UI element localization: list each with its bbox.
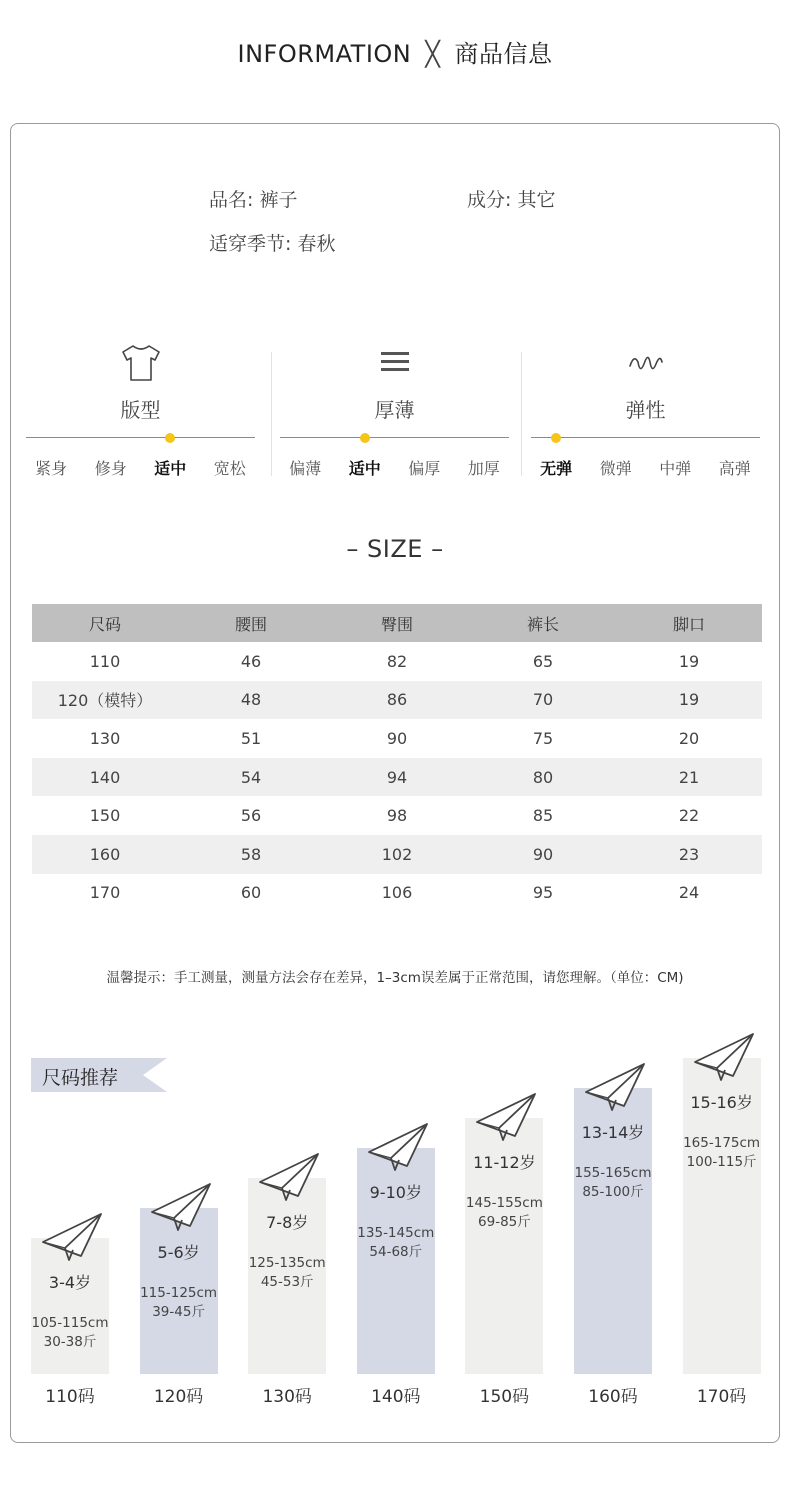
height-range: 145-155cm xyxy=(465,1195,543,1211)
table-cell: 80 xyxy=(470,758,616,797)
table-cell: 82 xyxy=(386,651,408,671)
height-range: 135-145cm xyxy=(357,1225,435,1241)
weight-range: 45-53斤 xyxy=(260,1274,314,1290)
col-length: 裤长 xyxy=(470,604,616,642)
table-row xyxy=(32,719,762,758)
table-cell: 140 xyxy=(32,758,178,797)
layers-icon xyxy=(373,342,417,384)
attr-option: 紧身 xyxy=(35,459,68,478)
attr-option: 适中 xyxy=(348,459,381,478)
page-header xyxy=(0,34,790,69)
attr-title: 弹性 xyxy=(625,398,666,422)
table-cell: 130 xyxy=(89,728,121,748)
age-label: 5-6岁 xyxy=(157,1243,200,1262)
table-row xyxy=(32,835,762,874)
table-row xyxy=(32,874,762,913)
product-season: 适穿季节: 春秋 xyxy=(209,233,336,255)
weight-range: 30-38斤 xyxy=(43,1334,97,1350)
paper-plane-icon xyxy=(367,1122,429,1172)
paper-plane-icon xyxy=(475,1092,537,1142)
attr-title: 版型 xyxy=(120,398,161,422)
table-row xyxy=(32,796,762,835)
table-cell: 106 xyxy=(381,883,413,903)
table-cell: 95 xyxy=(532,883,554,903)
table-row xyxy=(32,642,762,681)
height-range: 115-125cm xyxy=(140,1285,218,1301)
attr-option: 适中 xyxy=(154,459,187,478)
table-cell: 90 xyxy=(386,728,408,748)
table-header-row xyxy=(32,604,762,642)
attr-option: 中弹 xyxy=(659,459,692,478)
header-english: INFORMATION xyxy=(237,40,412,68)
age-label: 9-10岁 xyxy=(369,1183,422,1202)
weight-range: 69-85斤 xyxy=(478,1214,531,1230)
table-cell: 110 xyxy=(89,651,121,671)
table-cell: 20 xyxy=(678,728,700,748)
size-code-label: 130码 xyxy=(262,1387,312,1407)
paper-plane-icon xyxy=(150,1182,212,1232)
attr-title: 厚薄 xyxy=(374,398,415,422)
attr-elasticity xyxy=(531,342,760,482)
table-cell: 19 xyxy=(678,651,700,671)
age-label: 3-4岁 xyxy=(48,1273,92,1292)
table-cell: 90 xyxy=(470,835,616,874)
size-code-label: 160码 xyxy=(588,1387,638,1407)
attr-option: 修身 xyxy=(94,459,127,478)
attr-selected-dot xyxy=(360,433,370,443)
table-cell: 58 xyxy=(178,835,324,874)
weight-range: 85-100斤 xyxy=(582,1184,644,1200)
measurement-tip: 温馨提示：手工测量，测量方法会存在差异，1–3cm误差属于正常范围，请您理解。（单位：CM) xyxy=(106,970,684,986)
col-hem: 脚口 xyxy=(616,604,762,642)
size-bar xyxy=(683,1058,761,1374)
attr-selected-dot xyxy=(165,433,175,443)
size-code-label: 170码 xyxy=(696,1387,747,1407)
attr-option: 微弹 xyxy=(599,459,632,478)
size-title: – SIZE – xyxy=(346,535,444,563)
spring-icon xyxy=(624,342,668,384)
table-cell: 65 xyxy=(532,651,554,671)
age-label: 11-12岁 xyxy=(473,1153,536,1172)
paper-plane-icon xyxy=(693,1032,755,1082)
table-cell: 86 xyxy=(324,681,470,720)
table-cell: 70 xyxy=(470,681,616,720)
size-bar xyxy=(357,1148,435,1374)
attr-thickness xyxy=(280,342,509,482)
table-cell: 21 xyxy=(616,758,762,797)
paper-plane-icon xyxy=(584,1062,646,1112)
weight-range: 100-115斤 xyxy=(686,1154,757,1170)
col-waist: 腰围 xyxy=(178,604,324,642)
table-cell: 75 xyxy=(532,728,554,748)
size-bar xyxy=(574,1088,652,1374)
table-cell: 51 xyxy=(240,728,262,748)
weight-range: 39-45斤 xyxy=(152,1304,205,1320)
col-size: 尺码 xyxy=(32,604,178,642)
table-cell: 120（模特） xyxy=(32,681,178,720)
table-cell: 85 xyxy=(532,806,554,826)
table-row xyxy=(32,758,762,797)
tshirt-icon xyxy=(119,342,163,384)
size-code-label: 110码 xyxy=(45,1387,95,1407)
height-range: 165-175cm xyxy=(683,1135,761,1151)
table-row xyxy=(32,681,762,720)
table-cell: 54 xyxy=(178,758,324,797)
table-cell: 23 xyxy=(616,835,762,874)
table-cell: 150 xyxy=(89,806,121,826)
recommend-tag xyxy=(31,1058,167,1092)
size-bar xyxy=(140,1208,218,1374)
age-label: 15-16岁 xyxy=(690,1093,753,1112)
table-cell: 170 xyxy=(89,883,121,903)
attr-option: 无弹 xyxy=(540,459,573,478)
table-cell: 160 xyxy=(32,835,178,874)
product-material: 成分: 其它 xyxy=(467,189,556,211)
table-cell: 46 xyxy=(240,651,262,671)
attr-option: 加厚 xyxy=(467,459,500,478)
table-cell: 22 xyxy=(678,806,700,826)
product-name: 品名: 裤子 xyxy=(209,189,298,211)
attr-selected-dot xyxy=(551,433,561,443)
size-code-label: 140码 xyxy=(371,1387,421,1407)
cross-icon: ╳ xyxy=(425,40,441,68)
table-cell: 60 xyxy=(240,883,262,903)
recommend-title: 尺码推荐 xyxy=(42,1067,119,1089)
table-cell: 24 xyxy=(678,883,700,903)
col-hip: 臀围 xyxy=(324,604,470,642)
table-cell: 56 xyxy=(240,806,262,826)
attr-option: 高弹 xyxy=(718,459,751,478)
height-range: 125-135cm xyxy=(248,1255,326,1271)
paper-plane-icon xyxy=(258,1152,320,1202)
header-chinese: 商品信息 xyxy=(454,40,553,68)
table-cell: 94 xyxy=(324,758,470,797)
attr-option: 宽松 xyxy=(213,459,246,478)
size-table xyxy=(32,604,762,912)
paper-plane-icon xyxy=(41,1212,103,1262)
table-cell: 19 xyxy=(616,681,762,720)
age-label: 7-8岁 xyxy=(266,1213,309,1232)
attr-fit xyxy=(26,342,255,482)
height-range: 155-165cm xyxy=(574,1165,652,1181)
table-cell: 98 xyxy=(386,806,408,826)
table-cell: 48 xyxy=(178,681,324,720)
attr-option: 偏厚 xyxy=(408,459,441,478)
attr-option: 偏薄 xyxy=(289,459,322,478)
table-cell: 102 xyxy=(324,835,470,874)
height-range: 105-115cm xyxy=(31,1315,109,1331)
size-code-label: 120码 xyxy=(153,1387,204,1407)
age-label: 13-14岁 xyxy=(581,1123,645,1142)
size-bar xyxy=(248,1178,326,1374)
size-bar xyxy=(465,1118,543,1374)
size-code-label: 150码 xyxy=(479,1387,530,1407)
weight-range: 54-68斤 xyxy=(369,1244,423,1260)
